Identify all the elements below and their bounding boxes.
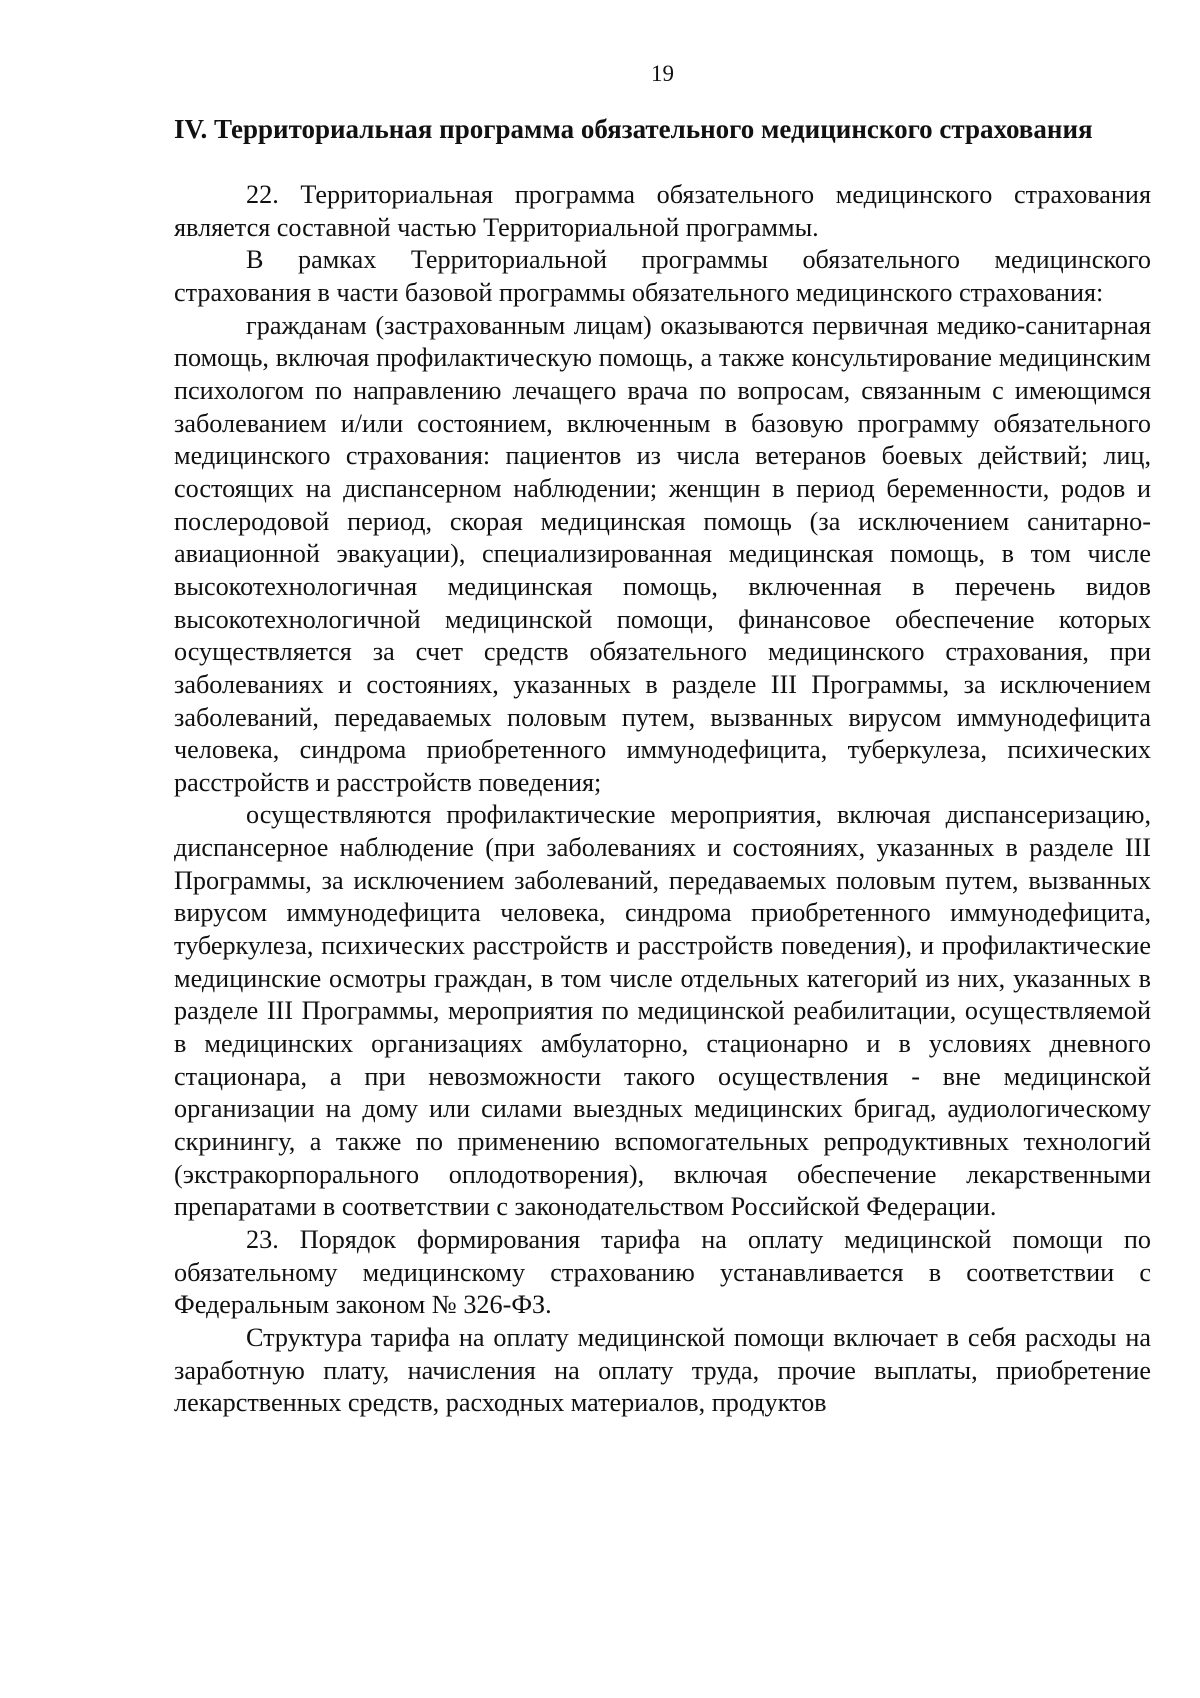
- paragraph-23: 23. Порядок формирования тарифа на оплату медицинской помощи по обязательному медицинскому страхованию устанавливается в соответствии с Федеральным законом № 326-ФЗ.: [174, 1225, 1151, 1320]
- paragraph-tariff-structure: Структура тарифа на оплату медицинской помощи включает в себя расходы на заработную плату, начисления на оплату труда, прочие выплаты, приобретение лекарственных средств, расходных материалов, продуктов: [174, 1322, 1151, 1418]
- section-title: IV. Территориальная программа обязательного медицинского страхования: [174, 114, 1093, 144]
- paragraph-scope: В рамках Территориальной программы обязательного медицинского страхования в части базовой программы обязательного медицинского страхования:: [174, 245, 1151, 307]
- paragraph-22: 22. Территориальная программа обязательного медицинского страхования является составной частью Территориальной программы.: [174, 180, 1151, 242]
- body-text: [174, 179, 1151, 1420]
- paragraph-insured-care: гражданам (застрахованным лицам) оказываются первичная медико-санитарная помощь, включая профилактическую помощь, а также консультирование медицинским психологом по направлению лечащего врача по вопросам, связанным с имеющимся заболеванием и/или состоянием, включенным в базовую программу обязательного медицинского страхования: пациентов из числа ветеранов боевых действий; лиц, состоящих на диспансерном наблюдении; женщин в период беременности, родов и послеродовой период, скорая медицинская помощь (за исключением санитарно-авиационной эвакуации), специализированная медицинская помощь, в том числе высокотехнологичная медицинская помощь, включенная в перечень видов высокотехнологичной медицинской помощи, финансовое обеспечение которых осуществляется за счет средств обязательного медицинского страхования, при заболеваниях и состояниях, указанных в разделе III Программы, за исключением заболеваний, передаваемых половым путем, вызванных вирусом иммунодефицита человека, синдрома приобретенного иммунодефицита, туберкулеза, психических расстройств и расстройств поведения;: [174, 310, 1151, 797]
- page-number: 19: [651, 61, 674, 86]
- paragraph-preventive-measures: осуществляются профилактические мероприятия, включая диспансеризацию, диспансерное наблюдение (при заболеваниях и состояниях, указанных в разделе III Программы, за исключением заболеваний, передаваемых половым путем, вызванных вирусом иммунодефицита человека, синдрома приобретенного иммунодефицита, туберкулеза, психических расстройств и расстройств поведения), и профилактические медицинские осмотры граждан, в том числе отдельных категорий из них, указанных в разделе III Программы, мероприятия по медицинской реабилитации, осуществляемой в медицинских организациях амбулаторно, стационарно и в условиях дневного стационара, а при невозможности такого осуществления - вне медицинской организации на дому или силами выездных медицинских бригад, аудиологическому скринингу, а также по применению вспомогательных репродуктивных технологий (экстракорпорального оплодотворения), включая обеспечение лекарственными препаратами в соответствии с законодательством Российской Федерации.: [174, 800, 1151, 1222]
